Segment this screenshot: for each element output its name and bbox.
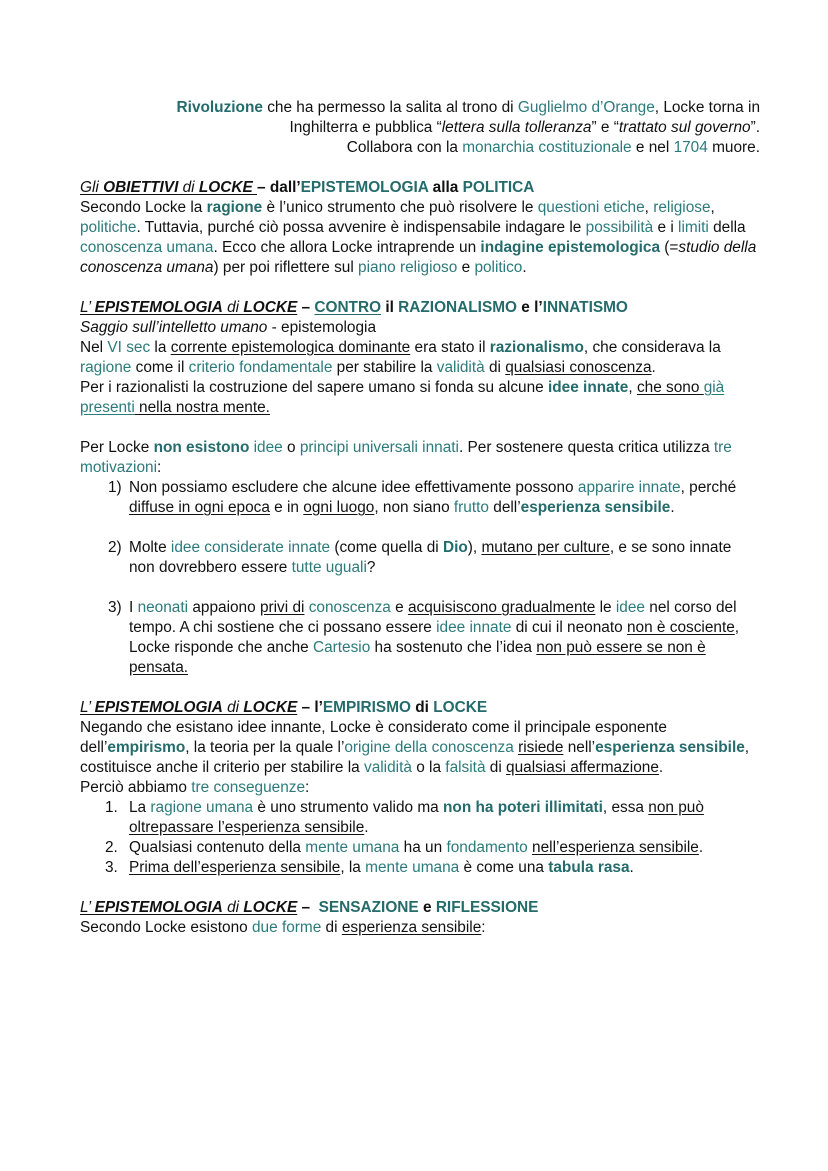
text: nel corso del tempo. A chi sostiene che ci possano essere xyxy=(129,599,737,636)
text: , non siano xyxy=(374,499,454,516)
text: qualsiasi conoscenza xyxy=(505,359,652,376)
keyword: ragione xyxy=(80,359,132,376)
keyword: non esistono xyxy=(153,439,250,456)
text: diffuse in ogni epoca xyxy=(129,499,270,516)
keyword: mente umana xyxy=(305,839,400,856)
keyword: conoscenza xyxy=(308,599,391,616)
paragraph xyxy=(80,918,760,938)
paragraph xyxy=(80,378,760,418)
text: , costituisce anche il criterio per stabilire la xyxy=(80,739,750,776)
heading-part: SENSAZIONE xyxy=(318,899,419,916)
text: Molte xyxy=(129,539,171,556)
heading-part: di xyxy=(222,699,244,716)
text: : xyxy=(481,919,486,936)
list-item xyxy=(80,598,760,678)
list-number: 2) xyxy=(108,539,122,556)
text: Qualsiasi contenuto della xyxy=(129,839,306,856)
text: appaiono xyxy=(188,599,260,616)
keyword: principi universali innati xyxy=(299,439,459,456)
heading-part: RAZIONALISMO xyxy=(398,299,518,316)
year: 1704 xyxy=(673,139,708,156)
text: . xyxy=(629,859,634,876)
heading-part: INNATISMO xyxy=(542,299,628,316)
text: ), xyxy=(467,539,482,556)
keyword: Guglielmo d’Orange xyxy=(517,99,655,116)
text: , Locke risponde che anche xyxy=(129,619,740,656)
text: acquisiscono gradualmente xyxy=(407,599,596,616)
list-item xyxy=(80,798,760,838)
paragraph xyxy=(80,338,760,378)
keyword: ragione umana xyxy=(150,799,254,816)
text: Non possiamo escludere che alcune idee effettivamente possono xyxy=(129,479,578,496)
text: . xyxy=(698,839,704,856)
text: di xyxy=(321,919,342,936)
text: come il xyxy=(131,359,189,376)
heading-part: EPISTEMOLOGIA xyxy=(300,179,429,196)
heading-part: e l’ xyxy=(517,299,543,316)
text: corrente epistemologica dominante xyxy=(170,339,411,356)
text: , la xyxy=(340,859,366,876)
heading-part: EPISTEMOLOGIA xyxy=(94,299,223,316)
text: , che considerava la xyxy=(583,339,721,356)
text: e nel xyxy=(631,139,674,156)
paragraph xyxy=(80,778,760,798)
text: è l’unico strumento che può risolvere le xyxy=(262,199,538,216)
keyword: religiose xyxy=(653,199,711,216)
keyword: due forme xyxy=(251,919,322,936)
text: Inghilterra e pubblica “ xyxy=(289,119,442,136)
heading-part: di xyxy=(410,699,434,716)
text: Prima dell’esperienza sensibile xyxy=(129,859,341,876)
text: non può oltrepassare l’esperienza sensibile xyxy=(129,799,704,836)
heading-part: e xyxy=(418,899,436,916)
section-heading-obiettivi xyxy=(80,178,760,198)
text: e in xyxy=(269,499,304,516)
text: : xyxy=(156,459,162,476)
heading-part: L’ xyxy=(80,899,95,916)
text: , e se sono innate non dovrebbero essere xyxy=(129,539,732,576)
keyword: VI sec xyxy=(107,339,151,356)
text: e xyxy=(390,599,408,616)
keyword: idee innate xyxy=(436,619,512,636)
text: e xyxy=(457,259,475,276)
book-title: lettera sulla tolleranza xyxy=(441,119,592,136)
text: Saggio sull’intelletto umano xyxy=(80,319,268,336)
intro-line xyxy=(118,98,760,118)
keyword: idee xyxy=(253,439,283,456)
text: che sono xyxy=(636,379,704,396)
text: . xyxy=(522,259,527,276)
keyword: origine della conoscenza xyxy=(344,739,514,756)
text: (come quella di xyxy=(330,539,443,556)
text: o la xyxy=(411,759,446,776)
text: . xyxy=(658,759,664,776)
keyword: criterio fondamentale xyxy=(188,359,333,376)
keyword: limiti xyxy=(678,219,709,236)
text: ” e “ xyxy=(591,119,619,136)
keyword: Rivoluzione xyxy=(176,99,263,116)
list-item xyxy=(80,838,760,858)
list-number: 1. xyxy=(105,799,118,816)
text: Secondo Locke esistono xyxy=(80,919,252,936)
text: . Per sostenere questa critica utilizza xyxy=(458,439,714,456)
text: . xyxy=(670,499,675,516)
text: Perciò abbiamo xyxy=(80,779,192,796)
text: nell’esperienza sensibile xyxy=(532,839,699,856)
heading-part: LOCKE xyxy=(243,899,298,916)
text: . Ecco che allora Locke intraprende un xyxy=(213,239,481,256)
text: ha un xyxy=(399,839,447,856)
heading-part: – l’ xyxy=(297,699,323,716)
section-heading-empirismo xyxy=(80,698,760,718)
text: nella nostra mente. xyxy=(134,399,270,416)
keyword: mente umana xyxy=(365,859,460,876)
heading-part: POLITICA xyxy=(462,179,535,196)
heading-part: EPISTEMOLOGIA xyxy=(94,899,223,916)
heading-part: EPISTEMOLOGIA xyxy=(94,699,223,716)
keyword: esperienza sensibile xyxy=(595,739,745,756)
heading-part: di xyxy=(222,899,244,916)
heading-part: – xyxy=(297,299,315,316)
heading-part: LOCKE xyxy=(243,299,298,316)
list-item xyxy=(80,478,760,518)
keyword: ragione xyxy=(206,199,263,216)
keyword: piano religioso xyxy=(358,259,458,276)
paragraph xyxy=(80,198,760,278)
heading-part: LOCKE xyxy=(433,699,488,716)
text: Negando che esistano idee innante, Locke è considerato come il principale esponente dell’ xyxy=(80,719,667,756)
section-heading-contro-razionalismo xyxy=(80,298,760,318)
paragraph xyxy=(80,438,760,478)
keyword: empirismo xyxy=(107,739,186,756)
keyword: indagine epistemologica xyxy=(480,239,661,256)
keyword: fondamento xyxy=(446,839,528,856)
keyword: frutto xyxy=(453,499,489,516)
text: studio della conoscenza umana xyxy=(80,239,757,276)
heading-part: L’ xyxy=(80,699,95,716)
text: per stabilire la xyxy=(332,359,437,376)
keyword: tutte uguali xyxy=(291,559,367,576)
keyword: falsità xyxy=(445,759,486,776)
heading-part: OBIETTIVI xyxy=(103,179,179,196)
text: , xyxy=(628,379,637,396)
document-page xyxy=(80,98,760,938)
heading-part: RIFLESSIONE xyxy=(435,899,539,916)
intro-line xyxy=(118,118,760,138)
list-number: 3. xyxy=(105,859,118,876)
text: : xyxy=(305,779,310,796)
heading-part: LOCKE xyxy=(243,699,298,716)
text: e i xyxy=(653,219,679,236)
paragraph xyxy=(80,718,760,778)
text: di xyxy=(485,759,507,776)
heading-part: CONTRO xyxy=(314,299,382,316)
keyword: validità xyxy=(364,759,412,776)
text: Collabora con la xyxy=(346,139,463,156)
text: La xyxy=(129,799,151,816)
text: . Tuttavia, purché ciò possa avvenire è indispensabile indagare le xyxy=(136,219,586,236)
keyword: politiche xyxy=(80,219,137,236)
heading-part: di xyxy=(222,299,244,316)
text: qualsiasi affermazione xyxy=(506,759,659,776)
text: di cui il neonato xyxy=(511,619,627,636)
list-number: 3) xyxy=(108,599,122,616)
text: che ha permesso la salita al trono di xyxy=(262,99,518,116)
text: , perché xyxy=(680,479,737,496)
heading-part: – dall’ xyxy=(257,179,301,196)
text: , Locke torna in xyxy=(654,99,760,116)
heading-part: LOCKE xyxy=(198,179,258,196)
keyword: tre motivazioni xyxy=(80,439,732,476)
keyword: monarchia costituzionale xyxy=(462,139,632,156)
text: Per i razionalisti la costruzione del sapere umano si fonda su alcune xyxy=(80,379,548,396)
text: o xyxy=(282,439,300,456)
keyword: questioni etiche xyxy=(537,199,645,216)
heading-part: EMPIRISMO xyxy=(322,699,411,716)
keyword: validità xyxy=(436,359,485,376)
text: . xyxy=(651,359,656,376)
text: , xyxy=(644,199,654,216)
keyword: politico xyxy=(474,259,523,276)
text: ha sostenuto che l’idea xyxy=(370,639,537,656)
section-heading-sensazione-riflessione xyxy=(80,898,760,918)
keyword: esperienza sensibile xyxy=(520,499,671,516)
keyword: già presenti xyxy=(80,379,725,416)
heading-part: alla xyxy=(428,179,463,196)
text: ) per poi riflettere sul xyxy=(213,259,359,276)
keyword: non ha poteri illimitati xyxy=(443,799,603,816)
text: le xyxy=(595,599,616,616)
text: ? xyxy=(366,559,376,576)
keyword: conoscenza umana xyxy=(80,239,214,256)
heading-part: il xyxy=(381,299,399,316)
text: Nel xyxy=(80,339,108,356)
text: (= xyxy=(660,239,679,256)
text: è uno strumento valido ma xyxy=(253,799,444,816)
spacer xyxy=(80,418,760,438)
intro-line xyxy=(118,138,760,158)
text: ogni luogo xyxy=(303,499,375,516)
text: risiede xyxy=(518,739,564,756)
text: I xyxy=(129,599,138,616)
text: - epistemologia xyxy=(267,319,377,336)
consequences-list xyxy=(80,798,760,878)
text: , essa xyxy=(602,799,649,816)
list-number: 2. xyxy=(105,839,118,856)
list-number: 1) xyxy=(108,479,122,496)
keyword: razionalismo xyxy=(489,339,584,356)
keyword: idee xyxy=(615,599,645,616)
text: era stato il xyxy=(410,339,490,356)
text: muore. xyxy=(707,139,760,156)
heading-part: Gli xyxy=(80,179,104,196)
text: Per Locke xyxy=(80,439,154,456)
keyword: neonati xyxy=(137,599,189,616)
list-item xyxy=(80,858,760,878)
text: mutano per culture xyxy=(481,539,610,556)
text: , xyxy=(710,199,715,216)
text: la xyxy=(150,339,171,356)
heading-part: L’ xyxy=(80,299,95,316)
text: dell’ xyxy=(488,499,521,516)
text: nell’ xyxy=(563,739,596,756)
text: è come una xyxy=(459,859,549,876)
text: ”. xyxy=(750,119,760,136)
intro-paragraph xyxy=(80,98,760,158)
heading-part: – xyxy=(297,899,319,916)
keyword: idee considerate innate xyxy=(170,539,331,556)
keyword: Cartesio xyxy=(312,639,371,656)
text: privi di xyxy=(259,599,305,616)
subtitle xyxy=(80,318,760,338)
book-title: trattato sul governo xyxy=(618,119,751,136)
heading-part: di xyxy=(178,179,199,196)
keyword: Dio xyxy=(443,539,468,556)
motivations-list xyxy=(80,478,760,678)
keyword: apparire innate xyxy=(577,479,681,496)
text: non può essere se non è pensata. xyxy=(129,639,706,676)
keyword: tabula rasa xyxy=(548,859,630,876)
keyword: possibilità xyxy=(585,219,654,236)
keyword: tre conseguenze xyxy=(191,779,306,796)
text: della xyxy=(708,219,746,236)
text: di xyxy=(484,359,506,376)
list-item xyxy=(80,538,760,578)
text: non è cosciente xyxy=(626,619,735,636)
keyword: idee innate xyxy=(547,379,629,396)
text: Secondo Locke la xyxy=(80,199,207,216)
text: esperienza sensibile xyxy=(341,919,482,936)
text: . xyxy=(364,819,369,836)
text: , la teoria per la quale l’ xyxy=(185,739,345,756)
